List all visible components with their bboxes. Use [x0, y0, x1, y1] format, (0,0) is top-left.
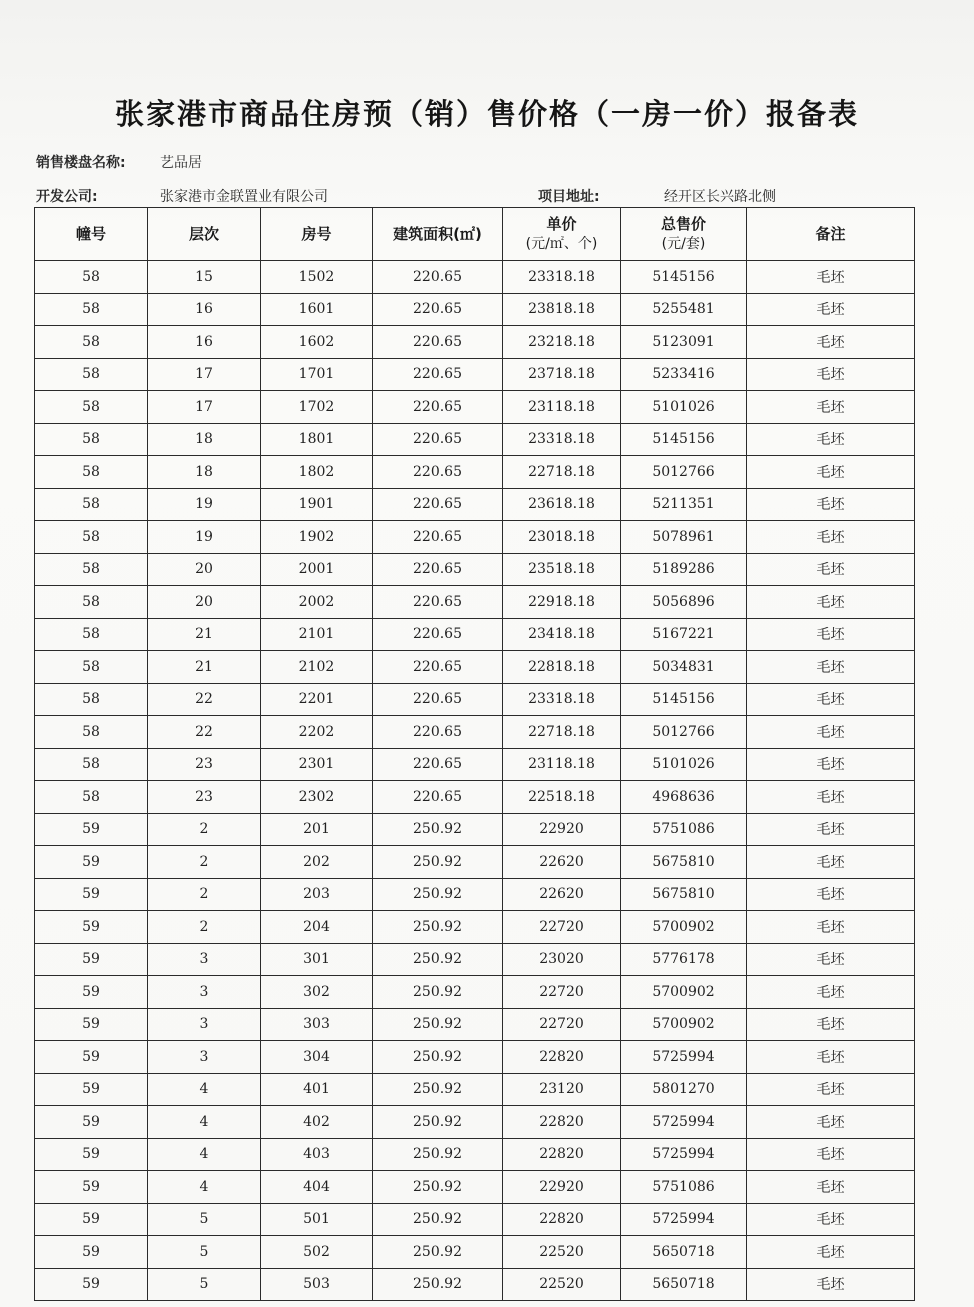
table-row [35, 456, 915, 489]
table-row [35, 651, 915, 684]
cell-total-price: 5801270 [621, 1073, 747, 1106]
cell-room: 1601 [261, 293, 373, 326]
cell-unit-price: 22820 [503, 1203, 621, 1236]
cell-floor: 2 [148, 911, 261, 944]
cell-floor: 2 [148, 813, 261, 846]
cell-area: 250.92 [373, 878, 503, 911]
document-title: 张家港市商品住房预（销）售价格（一房一价）报备表 [114, 97, 859, 131]
cell-note: 毛坯 [747, 1171, 915, 1204]
table-row [35, 846, 915, 879]
cell-unit-price: 23718.18 [503, 358, 621, 391]
cell-floor: 21 [148, 618, 261, 651]
cell-floor: 2 [148, 846, 261, 879]
cell-room: 404 [261, 1171, 373, 1204]
cell-total-price: 5650718 [621, 1268, 747, 1301]
cell-building: 59 [35, 1236, 148, 1269]
cell-total-price: 5056896 [621, 586, 747, 619]
table-row [35, 358, 915, 391]
table-row [35, 521, 915, 554]
table-row [35, 586, 915, 619]
cell-floor: 5 [148, 1203, 261, 1236]
cell-building: 59 [35, 878, 148, 911]
project-name-label: 销售楼盘名称: [36, 155, 126, 171]
cell-note: 毛坯 [747, 293, 915, 326]
cell-area: 250.92 [373, 1268, 503, 1301]
cell-area: 250.92 [373, 846, 503, 879]
cell-area: 220.65 [373, 261, 503, 294]
cell-floor: 19 [148, 521, 261, 554]
cell-building: 59 [35, 1268, 148, 1301]
cell-area: 220.65 [373, 456, 503, 489]
header-total-price-main: 总售价 [660, 215, 706, 233]
address-value: 经开区长兴路北侧 [664, 189, 776, 205]
cell-floor: 19 [148, 488, 261, 521]
cell-area: 220.65 [373, 748, 503, 781]
cell-area: 250.92 [373, 1106, 503, 1139]
cell-floor: 17 [148, 391, 261, 424]
cell-room: 401 [261, 1073, 373, 1106]
cell-note: 毛坯 [747, 358, 915, 391]
cell-floor: 18 [148, 423, 261, 456]
cell-unit-price: 22620 [503, 878, 621, 911]
cell-area: 220.65 [373, 391, 503, 424]
cell-unit-price: 22820 [503, 1138, 621, 1171]
cell-unit-price: 23418.18 [503, 618, 621, 651]
table-row [35, 943, 915, 976]
table-row [35, 683, 915, 716]
cell-area: 220.65 [373, 326, 503, 359]
cell-note: 毛坯 [747, 748, 915, 781]
cell-note: 毛坯 [747, 911, 915, 944]
header-note: 备注 [747, 208, 915, 261]
cell-floor: 16 [148, 326, 261, 359]
cell-floor: 15 [148, 261, 261, 294]
table-row [35, 261, 915, 294]
cell-room: 502 [261, 1236, 373, 1269]
cell-area: 220.65 [373, 423, 503, 456]
cell-note: 毛坯 [747, 943, 915, 976]
cell-note: 毛坯 [747, 878, 915, 911]
cell-note: 毛坯 [747, 651, 915, 684]
cell-note: 毛坯 [747, 1008, 915, 1041]
cell-total-price: 5725994 [621, 1041, 747, 1074]
cell-room: 304 [261, 1041, 373, 1074]
cell-unit-price: 22520 [503, 1236, 621, 1269]
cell-note: 毛坯 [747, 1138, 915, 1171]
cell-area: 220.65 [373, 651, 503, 684]
cell-building: 59 [35, 846, 148, 879]
cell-building: 58 [35, 488, 148, 521]
cell-total-price: 5167221 [621, 618, 747, 651]
cell-room: 1701 [261, 358, 373, 391]
developer-value: 张家港市金联置业有限公司 [160, 189, 328, 205]
cell-area: 220.65 [373, 488, 503, 521]
cell-unit-price: 23318.18 [503, 261, 621, 294]
cell-building: 59 [35, 1203, 148, 1236]
cell-room: 303 [261, 1008, 373, 1041]
cell-floor: 4 [148, 1138, 261, 1171]
cell-room: 203 [261, 878, 373, 911]
cell-floor: 21 [148, 651, 261, 684]
header-unit-price-sub: (元/㎡、个) [525, 236, 598, 252]
cell-area: 250.92 [373, 1008, 503, 1041]
table-row [35, 1268, 915, 1301]
cell-area: 250.92 [373, 1138, 503, 1171]
cell-note: 毛坯 [747, 1073, 915, 1106]
cell-area: 250.92 [373, 1073, 503, 1106]
cell-unit-price: 22820 [503, 1106, 621, 1139]
table-row [35, 488, 915, 521]
cell-total-price: 5233416 [621, 358, 747, 391]
cell-floor: 3 [148, 976, 261, 1009]
cell-floor: 20 [148, 553, 261, 586]
header-building: 幢号 [35, 208, 148, 261]
project-name-value: 艺品居 [160, 155, 202, 171]
cell-unit-price: 23318.18 [503, 683, 621, 716]
cell-unit-price: 23020 [503, 943, 621, 976]
cell-floor: 18 [148, 456, 261, 489]
cell-note: 毛坯 [747, 846, 915, 879]
cell-floor: 4 [148, 1106, 261, 1139]
cell-unit-price: 22820 [503, 1041, 621, 1074]
cell-total-price: 5101026 [621, 391, 747, 424]
cell-note: 毛坯 [747, 976, 915, 1009]
cell-building: 58 [35, 553, 148, 586]
cell-floor: 23 [148, 748, 261, 781]
cell-room: 1901 [261, 488, 373, 521]
cell-note: 毛坯 [747, 1203, 915, 1236]
cell-building: 58 [35, 456, 148, 489]
cell-area: 220.65 [373, 553, 503, 586]
cell-floor: 23 [148, 781, 261, 814]
cell-room: 403 [261, 1138, 373, 1171]
cell-building: 58 [35, 716, 148, 749]
cell-area: 250.92 [373, 1171, 503, 1204]
table-row [35, 618, 915, 651]
cell-room: 1702 [261, 391, 373, 424]
developer-label: 开发公司: [36, 189, 98, 205]
cell-unit-price: 22920 [503, 813, 621, 846]
cell-floor: 3 [148, 1008, 261, 1041]
table-row [35, 391, 915, 424]
address-label: 项目地址: [538, 189, 600, 205]
table-row [35, 553, 915, 586]
cell-note: 毛坯 [747, 683, 915, 716]
cell-note: 毛坯 [747, 521, 915, 554]
cell-floor: 2 [148, 878, 261, 911]
cell-area: 250.92 [373, 1236, 503, 1269]
table-row [35, 976, 915, 1009]
table-row [35, 1236, 915, 1269]
cell-building: 59 [35, 1138, 148, 1171]
cell-unit-price: 22818.18 [503, 651, 621, 684]
cell-unit-price: 23318.18 [503, 423, 621, 456]
cell-total-price: 5725994 [621, 1138, 747, 1171]
cell-unit-price: 23118.18 [503, 391, 621, 424]
cell-note: 毛坯 [747, 716, 915, 749]
cell-room: 1502 [261, 261, 373, 294]
cell-building: 58 [35, 683, 148, 716]
header-total-price [621, 208, 747, 261]
cell-total-price: 5145156 [621, 683, 747, 716]
cell-total-price: 5255481 [621, 293, 747, 326]
table-row [35, 423, 915, 456]
cell-building: 59 [35, 1106, 148, 1139]
cell-area: 250.92 [373, 911, 503, 944]
cell-total-price: 5145156 [621, 261, 747, 294]
cell-total-price: 5751086 [621, 1171, 747, 1204]
cell-building: 59 [35, 813, 148, 846]
cell-building: 58 [35, 521, 148, 554]
table-header [35, 208, 915, 261]
cell-total-price: 4968636 [621, 781, 747, 814]
cell-room: 2202 [261, 716, 373, 749]
cell-room: 202 [261, 846, 373, 879]
cell-total-price: 5751086 [621, 813, 747, 846]
cell-total-price: 5034831 [621, 651, 747, 684]
cell-unit-price: 23120 [503, 1073, 621, 1106]
cell-room: 1802 [261, 456, 373, 489]
cell-note: 毛坯 [747, 1268, 915, 1301]
cell-room: 1902 [261, 521, 373, 554]
cell-floor: 17 [148, 358, 261, 391]
cell-floor: 22 [148, 716, 261, 749]
cell-room: 503 [261, 1268, 373, 1301]
cell-room: 204 [261, 911, 373, 944]
header-unit-price [503, 208, 621, 261]
cell-unit-price: 23818.18 [503, 293, 621, 326]
cell-unit-price: 22918.18 [503, 586, 621, 619]
cell-total-price: 5700902 [621, 1008, 747, 1041]
cell-note: 毛坯 [747, 553, 915, 586]
cell-area: 250.92 [373, 1041, 503, 1074]
cell-building: 58 [35, 293, 148, 326]
cell-room: 302 [261, 976, 373, 1009]
cell-unit-price: 22720 [503, 1008, 621, 1041]
cell-total-price: 5650718 [621, 1236, 747, 1269]
cell-note: 毛坯 [747, 456, 915, 489]
cell-total-price: 5776178 [621, 943, 747, 976]
cell-area: 220.65 [373, 358, 503, 391]
cell-unit-price: 22720 [503, 911, 621, 944]
cell-room: 301 [261, 943, 373, 976]
cell-unit-price: 22620 [503, 846, 621, 879]
cell-building: 59 [35, 976, 148, 1009]
cell-room: 1602 [261, 326, 373, 359]
table-row [35, 1041, 915, 1074]
table-row [35, 813, 915, 846]
cell-note: 毛坯 [747, 391, 915, 424]
cell-total-price: 5700902 [621, 976, 747, 1009]
table-row [35, 1106, 915, 1139]
cell-room: 1801 [261, 423, 373, 456]
cell-building: 59 [35, 911, 148, 944]
cell-floor: 5 [148, 1268, 261, 1301]
cell-area: 250.92 [373, 1203, 503, 1236]
table-row [35, 1171, 915, 1204]
cell-building: 59 [35, 1073, 148, 1106]
cell-unit-price: 23518.18 [503, 553, 621, 586]
cell-room: 501 [261, 1203, 373, 1236]
cell-area: 220.65 [373, 618, 503, 651]
cell-note: 毛坯 [747, 261, 915, 294]
cell-room: 2101 [261, 618, 373, 651]
cell-note: 毛坯 [747, 326, 915, 359]
cell-floor: 4 [148, 1171, 261, 1204]
cell-total-price: 5123091 [621, 326, 747, 359]
table-row [35, 716, 915, 749]
cell-unit-price: 23218.18 [503, 326, 621, 359]
cell-area: 220.65 [373, 781, 503, 814]
cell-area: 220.65 [373, 586, 503, 619]
table-row [35, 878, 915, 911]
cell-total-price: 5101026 [621, 748, 747, 781]
cell-total-price: 5675810 [621, 846, 747, 879]
cell-area: 220.65 [373, 521, 503, 554]
cell-total-price: 5725994 [621, 1106, 747, 1139]
cell-building: 58 [35, 618, 148, 651]
cell-unit-price: 22920 [503, 1171, 621, 1204]
cell-area: 250.92 [373, 943, 503, 976]
cell-note: 毛坯 [747, 813, 915, 846]
cell-area: 220.65 [373, 716, 503, 749]
cell-room: 2002 [261, 586, 373, 619]
header-total-price-sub: (元/套) [661, 236, 706, 252]
cell-area: 220.65 [373, 293, 503, 326]
cell-total-price: 5700902 [621, 911, 747, 944]
cell-building: 58 [35, 423, 148, 456]
table-row [35, 326, 915, 359]
cell-area: 250.92 [373, 813, 503, 846]
cell-total-price: 5211351 [621, 488, 747, 521]
header-unit-price-main: 单价 [546, 215, 577, 233]
cell-unit-price: 23618.18 [503, 488, 621, 521]
cell-total-price: 5012766 [621, 456, 747, 489]
cell-note: 毛坯 [747, 1236, 915, 1269]
table-row [35, 1138, 915, 1171]
cell-room: 2201 [261, 683, 373, 716]
cell-total-price: 5012766 [621, 716, 747, 749]
cell-total-price: 5725994 [621, 1203, 747, 1236]
cell-unit-price: 23018.18 [503, 521, 621, 554]
cell-unit-price: 22718.18 [503, 456, 621, 489]
header-room: 房号 [261, 208, 373, 261]
cell-note: 毛坯 [747, 1041, 915, 1074]
cell-floor: 16 [148, 293, 261, 326]
cell-building: 58 [35, 358, 148, 391]
cell-note: 毛坯 [747, 423, 915, 456]
cell-note: 毛坯 [747, 781, 915, 814]
cell-building: 59 [35, 1008, 148, 1041]
cell-building: 58 [35, 586, 148, 619]
cell-note: 毛坯 [747, 586, 915, 619]
cell-room: 402 [261, 1106, 373, 1139]
table-row [35, 911, 915, 944]
cell-unit-price: 22718.18 [503, 716, 621, 749]
cell-note: 毛坯 [747, 1106, 915, 1139]
header-area: 建筑面积(㎡) [373, 208, 503, 261]
cell-room: 2001 [261, 553, 373, 586]
table-row [35, 748, 915, 781]
cell-unit-price: 23118.18 [503, 748, 621, 781]
table-row [35, 781, 915, 814]
cell-floor: 4 [148, 1073, 261, 1106]
price-table [34, 207, 915, 1301]
cell-room: 2102 [261, 651, 373, 684]
cell-floor: 5 [148, 1236, 261, 1269]
cell-total-price: 5189286 [621, 553, 747, 586]
cell-total-price: 5078961 [621, 521, 747, 554]
cell-floor: 3 [148, 1041, 261, 1074]
cell-unit-price: 22720 [503, 976, 621, 1009]
cell-floor: 20 [148, 586, 261, 619]
cell-building: 58 [35, 781, 148, 814]
cell-building: 59 [35, 1041, 148, 1074]
cell-building: 59 [35, 943, 148, 976]
cell-building: 59 [35, 1171, 148, 1204]
cell-note: 毛坯 [747, 618, 915, 651]
cell-floor: 22 [148, 683, 261, 716]
cell-unit-price: 22520 [503, 1268, 621, 1301]
cell-building: 58 [35, 261, 148, 294]
cell-building: 58 [35, 748, 148, 781]
cell-building: 58 [35, 651, 148, 684]
cell-total-price: 5675810 [621, 878, 747, 911]
cell-area: 250.92 [373, 976, 503, 1009]
cell-room: 201 [261, 813, 373, 846]
cell-building: 58 [35, 326, 148, 359]
cell-unit-price: 22518.18 [503, 781, 621, 814]
cell-area: 220.65 [373, 683, 503, 716]
cell-room: 2301 [261, 748, 373, 781]
cell-total-price: 5145156 [621, 423, 747, 456]
table-body [35, 261, 915, 1301]
table-row [35, 293, 915, 326]
table-row [35, 1073, 915, 1106]
table-row [35, 1203, 915, 1236]
header-floor: 层次 [148, 208, 261, 261]
cell-building: 58 [35, 391, 148, 424]
cell-floor: 3 [148, 943, 261, 976]
cell-room: 2302 [261, 781, 373, 814]
table-row [35, 1008, 915, 1041]
cell-note: 毛坯 [747, 488, 915, 521]
